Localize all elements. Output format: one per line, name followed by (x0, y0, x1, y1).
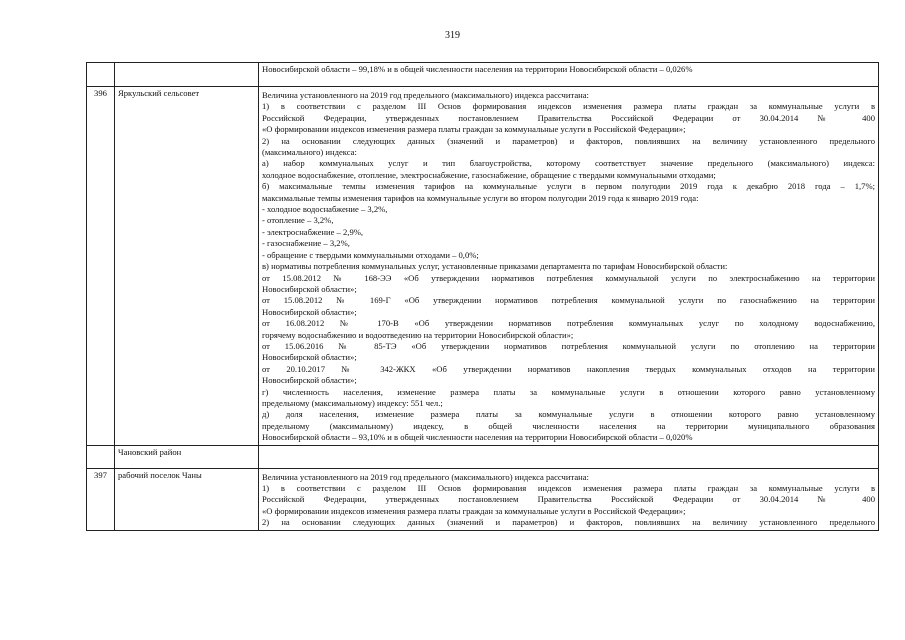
text-line: холодное водоснабжение, отопление, электроснабжение, газоснабжение, обращение с твердыми коммунальными отходами; (262, 169, 716, 180)
district-name: Чановский район (115, 445, 259, 468)
text-line: в) нормативы потребления коммунальных услуг, установленные приказами департамента по тарифам Новосибирской области: (262, 261, 728, 272)
row-number: 396 (87, 87, 115, 446)
text-line: Новосибирской области»; (262, 306, 357, 317)
text-line: Российской Федерации, утвержденных постановлением Правительства Российской Федерации от 30.04.2014 № 400 (262, 112, 875, 123)
table-row-district (87, 445, 879, 468)
row-number: 397 (87, 468, 115, 530)
continuation-text: Новосибирской области – 99,18% и в общей численности населения на территории Новосибирской области – 0,026% (259, 63, 879, 87)
text-line: от 15.08.2012 № 169-Г «Об утверждении нормативов потребления коммунальной услуги по газоснабжению на территории (262, 295, 875, 306)
table-row-continuation (87, 63, 879, 87)
text-line: «О формировании индексов изменения размера платы граждан за коммунальные услуги в Российской Федерации»; (262, 505, 686, 516)
text-line: 2) на основании следующих данных (значений и параметров) и факторов, повлиявших на величину установленного предельного (262, 517, 875, 528)
text-line: Новосибирской области»; (262, 283, 357, 294)
text-line: Величина установленного на 2019 год предельного (максимального) индекса рассчитана: (262, 471, 589, 482)
text-line: от 15.08.2012 № 168-ЭЭ «Об утверждении нормативов потребления коммунальной услуги по электроснабжению на территории (262, 272, 875, 283)
index-table (86, 62, 879, 531)
table-row-397 (87, 468, 879, 530)
text-line: д) доля населения, изменение размера платы за коммунальные услуги в отношении которого равно установленному (262, 409, 875, 420)
text-line: «О формировании индексов изменения размера платы граждан за коммунальные услуги в Российской Федерации»; (262, 124, 686, 135)
index-description (259, 468, 879, 530)
text-line: горячему водоснабжению и водоотведению на территории Новосибирской области»; (262, 329, 574, 340)
text-line: предельному (максимальному) индексу, в общей численности населения на территории муниципального образования (262, 420, 875, 431)
text-line: - отопление – 3,2%, (262, 215, 334, 226)
text-line: (максимального) индекса: (262, 147, 357, 158)
text-line: - холодное водоснабжение – 3,2%, (262, 204, 388, 215)
text-line: - газоснабжение – 3,2%, (262, 238, 350, 249)
cell-text-empty (259, 445, 879, 468)
page-number: 319 (445, 30, 460, 41)
text-line: - обращение с твердыми коммунальными отходами – 0,0%; (262, 249, 479, 260)
cell-number-empty (87, 63, 115, 87)
municipality-name: рабочий поселок Чаны (115, 468, 259, 530)
text-line: Новосибирской области»; (262, 352, 357, 363)
text-line: 1) в соответствии с разделом III Основ формирования индексов изменения размера платы граждан за коммунальные услуги в (262, 101, 875, 112)
text-line: от 20.10.2017 № 342-ЖКХ «Об утверждении нормативов накопления твердых коммунальных отходов на территории (262, 363, 875, 374)
text-line: максимальные темпы изменения тарифов на коммунальные услуги во втором полугодии 2019 года к январю 2019 года: (262, 192, 699, 203)
text-line: Новосибирской области»; (262, 375, 357, 386)
text-line: г) численность населения, изменение размера платы за коммунальные услуги в отношении которого равно установленному (262, 386, 875, 397)
cell-number-empty (87, 445, 115, 468)
text-line: Величина установленного на 2019 год предельного (максимального) индекса рассчитана: (262, 90, 589, 100)
text-line: а) набор коммунальных услуг и тип благоустройства, которому соответствует значение предельного (максимального) индекса: (262, 158, 875, 169)
text-line: б) максимальные темпы изменения тарифов на коммунальные услуги в первом полугодии 2019 года к декабрю 2018 года – 1,7%; (262, 181, 875, 192)
text-line: - электроснабжение – 2,9%, (262, 226, 364, 237)
text-line: Российской Федерации, утвержденных постановлением Правительства Российской Федерации от 30.04.2014 № 400 (262, 494, 875, 505)
text-line: от 16.08.2012 № 170-В «Об утверждении нормативов потребления коммунальных услуг по холодному водоснабжению, (262, 318, 875, 329)
text-line: 2) на основании следующих данных (значений и параметров) и факторов, повлиявших на величину установленного предельного (262, 135, 875, 146)
text-line: 1) в соответствии с разделом III Основ формирования индексов изменения размера платы граждан за коммунальные услуги в (262, 483, 875, 493)
text-line: от 15.06.2016 № 85-ТЭ «Об утверждении нормативов потребления коммунальной услуги по отоплению на территории (262, 340, 875, 351)
cell-name-empty (115, 63, 259, 87)
text-line: Новосибирской области – 93,10% и в общей численности населения на территории Новосибирской области – 0,020% (262, 432, 693, 443)
index-description (259, 87, 879, 446)
text-line: предельному (максимальному) индексу: 551 чел.; (262, 397, 443, 408)
table-row-396 (87, 87, 879, 446)
municipality-name: Яркульский сельсовет (115, 87, 259, 446)
